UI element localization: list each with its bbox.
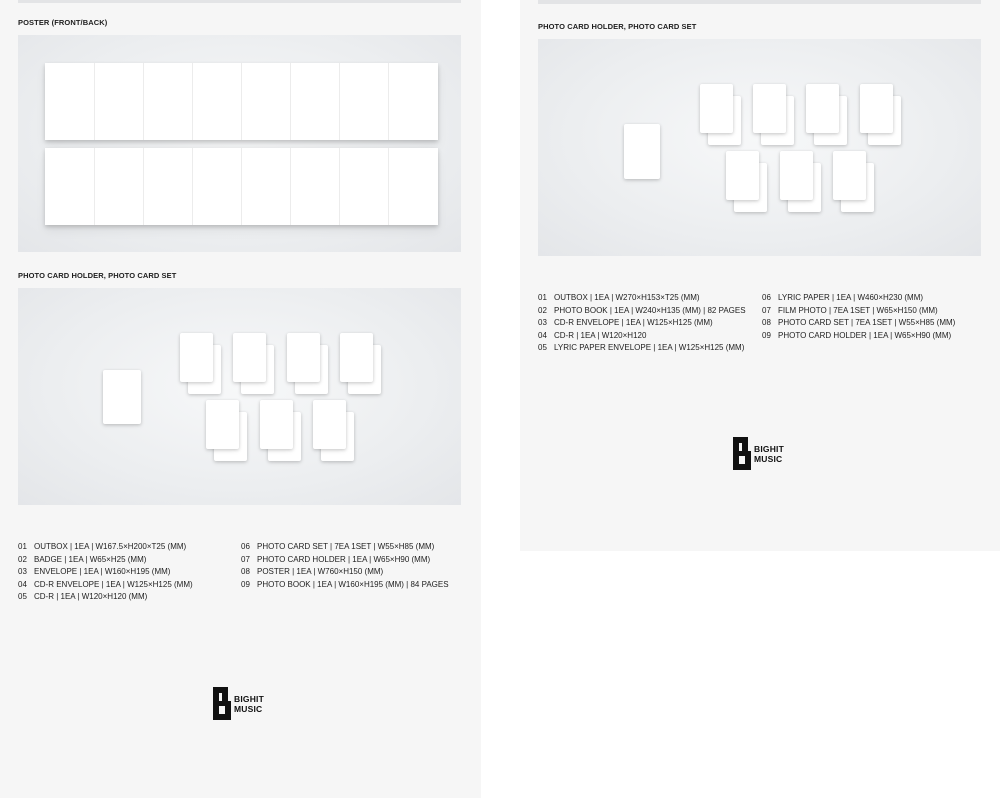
logo-line-2: MUSIC [754,453,783,464]
spec-item: 06 LYRIC PAPER | 1EA | W460×H230 (MM) [762,293,924,302]
photocard [340,333,373,382]
photocard [233,333,266,382]
photocard [700,84,733,133]
photocard [726,151,759,200]
spec-item: 06 PHOTO CARD SET | 7EA 1SET | W55×H85 (MM) [241,542,435,551]
spec-item: 01 OUTBOX | 1EA | W167.5×H200×T25 (MM) [18,542,187,551]
spec-item: 05 LYRIC PAPER ENVELOPE | 1EA | W125×H125 (MM) [538,343,745,353]
bighit-music-logo [733,437,784,470]
logo-wordmark [234,694,264,714]
poster-back [45,148,438,225]
bighit-music-logo [213,687,264,720]
spec-item: 09 PHOTO CARD HOLDER | 1EA | W65×H90 (MM) [762,330,952,340]
photocard [180,333,213,382]
photocard-section-title: PHOTO CARD HOLDER, PHOTO CARD SET [18,271,177,280]
spec-item: 07 PHOTO CARD HOLDER | 1EA | W65×H90 (MM) [241,554,431,564]
logo-line-2: MUSIC [234,703,263,714]
spec-list-left-2 [241,541,449,591]
spec-item: 04 CD-R ENVELOPE | 1EA | W125×H125 (MM) [18,579,193,589]
logo-line-1: BIGHIT [754,443,785,454]
right-page-panel [520,0,1000,551]
bighit-music-logo-icon [733,437,751,470]
photocard [780,151,813,200]
photocard [260,400,293,449]
photocard [753,84,786,133]
photocard-photo [18,288,461,505]
spec-item: 02 BADGE | 1EA | W65×H25 (MM) [18,554,147,564]
spec-item: 04 CD-R | 1EA | W120×H120 [538,330,647,340]
logo-wordmark [754,444,784,464]
photocard [206,400,239,449]
spec-item: 02 PHOTO BOOK | 1EA | W240×H135 (MM) | 82 PAGES [538,305,746,315]
poster-front [45,63,438,140]
photocard-photo [538,39,981,256]
spec-item: 08 POSTER | 1EA | W760×H150 (MM) [241,567,384,577]
spec-item: 03 CD-R ENVELOPE | 1EA | W125×H125 (MM) [538,318,713,328]
spec-list-right-2 [762,292,955,342]
poster-section-title: POSTER (FRONT/BACK) [18,18,108,27]
photocard [287,333,320,382]
spec-list-left-1 [18,541,193,604]
poster-photo [18,35,461,252]
spec-item: 05 CD-R | 1EA | W120×H120 (MM) [18,592,148,602]
spec-item: 07 FILM PHOTO | 7EA 1SET | W65×H150 (MM) [762,305,938,315]
photocard-section-title: PHOTO CARD HOLDER, PHOTO CARD SET [538,22,697,31]
photocard-holder [103,370,141,424]
spec-item: 03 ENVELOPE | 1EA | W160×H195 (MM) [18,567,171,577]
spec-item: 08 PHOTO CARD SET | 7EA 1SET | W55×H85 (MM) [762,318,956,328]
photocard [313,400,346,449]
bighit-music-logo-icon [213,687,231,720]
left-page-panel [0,0,481,798]
photocard [806,84,839,133]
logo-line-1: BIGHIT [234,693,265,704]
photocard [833,151,866,200]
top-divider [18,0,461,3]
top-divider [538,0,981,4]
photocard-holder [624,124,660,179]
spec-list-right-1 [538,292,746,355]
photocard [860,84,893,133]
spec-item: 01 OUTBOX | 1EA | W270×H153×T25 (MM) [538,293,700,302]
spec-item: 09 PHOTO BOOK | 1EA | W160×H195 (MM) | 84 PAGES [241,579,449,589]
